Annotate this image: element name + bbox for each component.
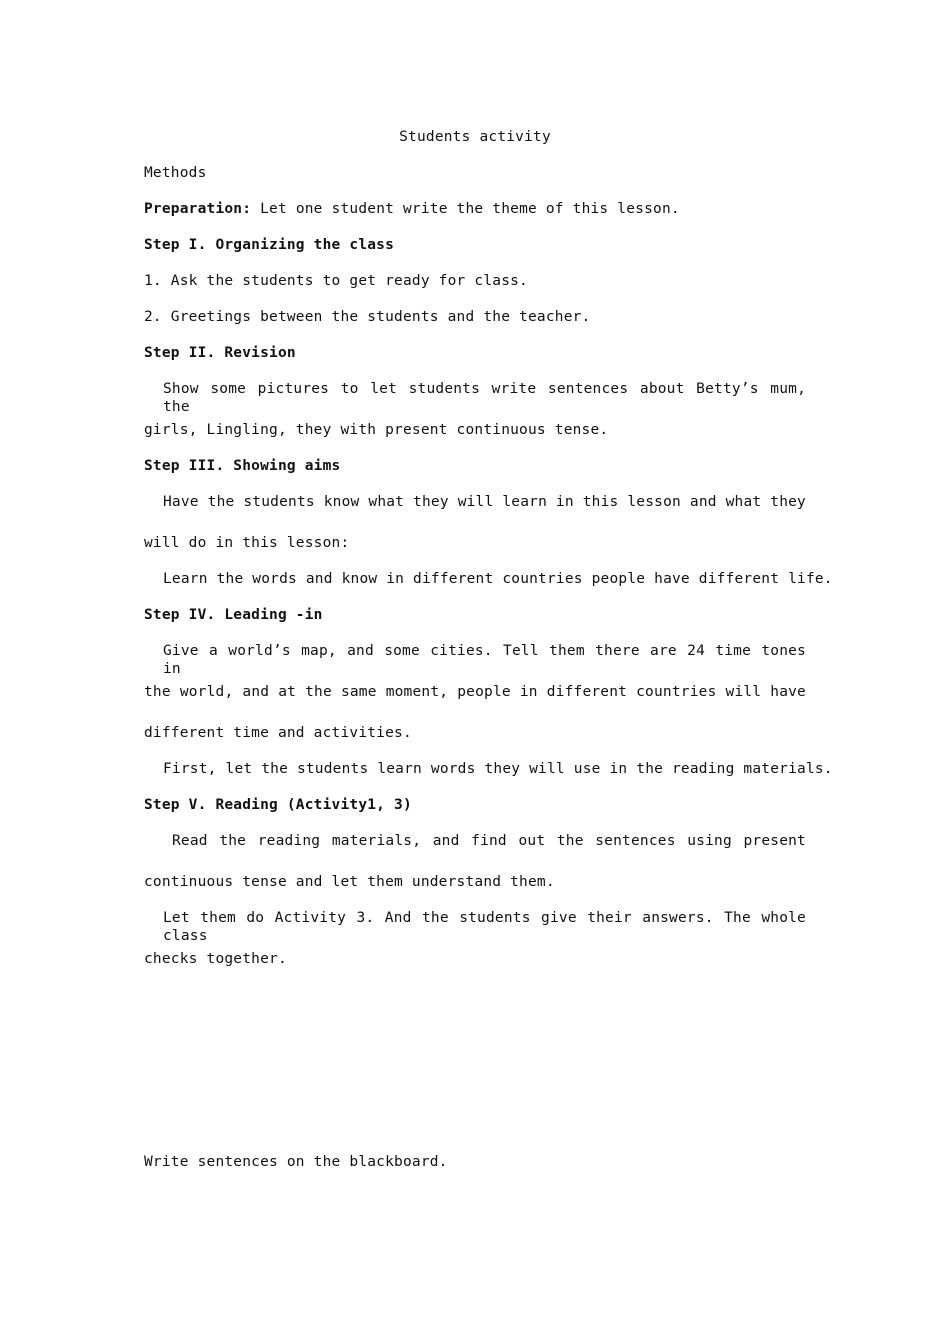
page-title: Students activity (399, 129, 551, 145)
step5-paragraph-2-line-2: checks together. (144, 951, 287, 967)
step5-paragraph-2-line-1: Let them do Activity 3. And the students give their answers. The whole class (163, 910, 806, 944)
step1-item-2: 2. Greetings between the students and the teacher. (144, 309, 591, 325)
step3-heading: Step III. Showing aims (144, 458, 341, 474)
step5-heading: Step V. Reading (Activity1, 3) (144, 797, 412, 813)
preparation-line (144, 200, 680, 218)
step3-paragraph-line-1: Have the students know what they will learn in this lesson and what they (163, 494, 806, 510)
step4-paragraph-line-3: different time and activities. (144, 725, 412, 741)
step5-paragraph-line-1: Read the reading materials, and find out the sentences using present (172, 833, 806, 849)
blackboard-note: Write sentences on the blackboard. (144, 1154, 448, 1170)
step1-heading: Step I. Organizing the class (144, 237, 395, 253)
step3-paragraph-line-2: will do in this lesson: (144, 535, 350, 551)
step1-item-1: 1. Ask the students to get ready for class. (144, 273, 528, 289)
step5-paragraph-line-2: continuous tense and let them understand them. (144, 874, 555, 890)
step4-heading: Step IV. Leading -in (144, 607, 323, 623)
step4-paragraph-line-2: the world, and at the same moment, people in different countries will have (144, 684, 806, 700)
preparation-label: Preparation: (144, 201, 252, 217)
preparation-text: Let one student write the theme of this lesson. (251, 201, 680, 217)
step4-paragraph-line-1: Give a world’s map, and some cities. Tell them there are 24 time tones in (163, 643, 806, 677)
step4-paragraph-2: First, let the students learn words they will use in the reading materials. (163, 761, 833, 777)
step2-paragraph-line-1: Show some pictures to let students write sentences about Betty’s mum, the (163, 381, 806, 415)
step3-paragraph-2: Learn the words and know in different countries people have different life. (163, 571, 833, 587)
methods-label: Methods (144, 165, 207, 181)
step2-heading: Step II. Revision (144, 345, 296, 361)
step2-paragraph-line-2: girls, Lingling, they with present continuous tense. (144, 422, 609, 438)
